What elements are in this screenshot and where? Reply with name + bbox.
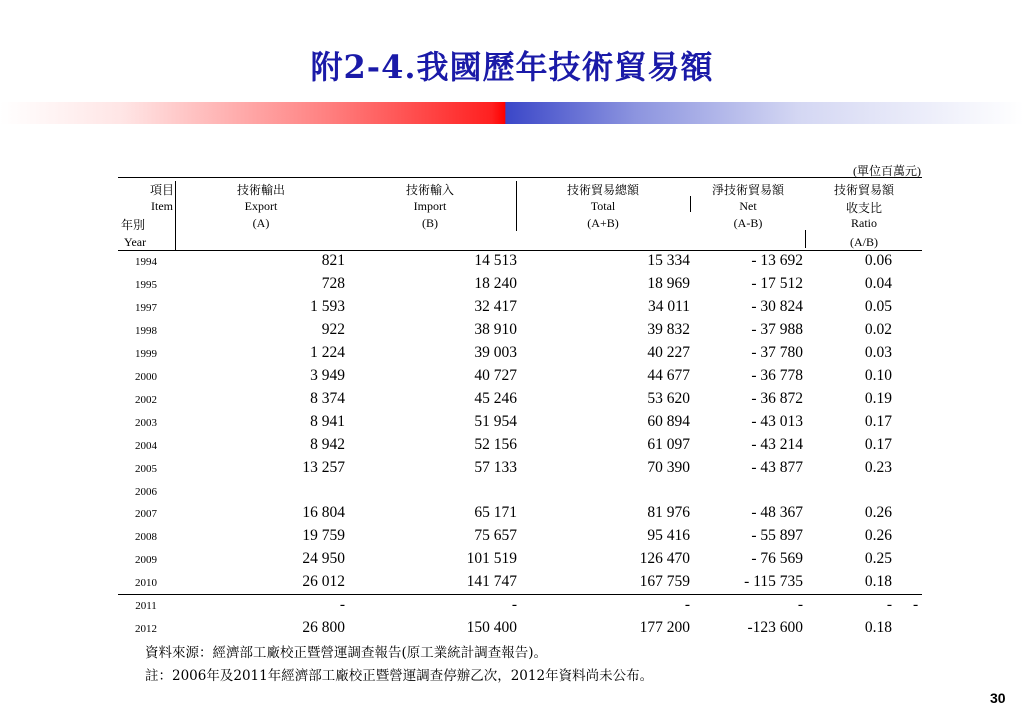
net-cell: - 115 735 <box>744 573 803 590</box>
net-cell: - 30 824 <box>751 298 803 315</box>
header-total-zh: 技術貿易總額 <box>566 183 640 197</box>
decorative-gradient-band <box>0 102 1024 124</box>
header-ratio-divider <box>805 230 806 248</box>
header-year-zh: 年別 <box>121 218 146 232</box>
header-ratio-en: Ratio <box>851 216 877 230</box>
ratio-cell: 0.18 <box>864 619 892 636</box>
year-cell-text: 2000 <box>135 371 157 383</box>
header-import-en: Import <box>413 199 447 213</box>
header-total-divider <box>516 181 517 231</box>
header-net-en: Net <box>739 199 757 213</box>
year-cell-text: 1995 <box>135 279 157 291</box>
ratio-cell: 0.05 <box>864 298 892 315</box>
export-cell: 16 804 <box>302 504 345 521</box>
ratio-cell: 0.17 <box>864 413 892 430</box>
header-total-code: (A+B) <box>587 216 619 230</box>
export-cell: 24 950 <box>302 550 345 567</box>
total-cell: 40 227 <box>647 344 690 361</box>
year-cell-text: 2011 <box>135 600 157 612</box>
net-cell: - 13 692 <box>751 252 803 269</box>
header-ratio-zh2: 收支比 <box>845 201 883 215</box>
extra-cell: - <box>913 596 919 613</box>
total-cell: 177 200 <box>639 619 690 636</box>
net-cell: - 55 897 <box>751 527 803 544</box>
import-cell: 40 727 <box>474 367 517 384</box>
year-cell-text: 1994 <box>135 256 157 268</box>
total-cell: 53 620 <box>647 390 690 407</box>
ratio-cell: 0.02 <box>864 321 892 338</box>
table-row <box>0 390 1024 412</box>
table-row <box>0 413 1024 435</box>
net-cell: - 43 214 <box>751 436 803 453</box>
header-export-code: (A) <box>252 216 270 230</box>
table-row <box>0 504 1024 526</box>
header-item-en: Item <box>151 199 173 213</box>
ratio-cell: 0.23 <box>864 459 892 476</box>
year-cell-text: 2004 <box>135 440 157 452</box>
remark-note: 註：2006年及2011年經濟部工廠校正暨營運調查停辦乙次，2012年資料尚未公布。 <box>145 668 654 684</box>
export-cell: 8 941 <box>310 413 345 430</box>
year-cell-text: 2008 <box>135 531 157 543</box>
import-cell: 101 519 <box>466 550 517 567</box>
export-cell: 13 257 <box>302 459 345 476</box>
year-cell-text: 2007 <box>135 508 157 520</box>
table-top-rule <box>118 177 922 178</box>
export-cell: 821 <box>321 252 345 269</box>
import-cell: - <box>511 596 517 613</box>
unit-label: (單位百萬元) <box>853 164 921 178</box>
import-cell: 14 513 <box>474 252 517 269</box>
export-cell: - <box>339 596 345 613</box>
table-row <box>0 527 1024 549</box>
total-cell: 60 894 <box>647 413 690 430</box>
year-cell-text: 2010 <box>135 577 157 589</box>
header-import-zh: 技術輸入 <box>405 183 455 197</box>
ratio-cell: 0.19 <box>864 390 892 407</box>
page-number: 30 <box>990 690 1006 706</box>
import-cell: 75 657 <box>474 527 517 544</box>
ratio-cell: 0.10 <box>864 367 892 384</box>
source-note: 資料來源：經濟部工廠校正暨營運調查報告(原工業統計調查報告)。 <box>145 645 548 661</box>
ratio-cell: 0.18 <box>864 573 892 590</box>
import-cell: 57 133 <box>474 459 517 476</box>
header-net-divider <box>690 196 691 212</box>
net-cell: - 36 778 <box>751 367 803 384</box>
export-cell: 3 949 <box>310 367 345 384</box>
table-row <box>0 252 1024 274</box>
total-cell: 126 470 <box>639 550 690 567</box>
header-ratio-zh1: 技術貿易額 <box>833 183 895 197</box>
year-cell-text: 2006 <box>135 486 157 498</box>
year-cell-text: 2012 <box>135 623 157 635</box>
total-cell: 18 969 <box>647 275 690 292</box>
ratio-cell: 0.25 <box>864 550 892 567</box>
ratio-cell: 0.17 <box>864 436 892 453</box>
total-cell: 61 097 <box>647 436 690 453</box>
header-total-en: Total <box>590 199 616 213</box>
total-cell: 70 390 <box>647 459 690 476</box>
header-year-en: Year <box>124 235 147 249</box>
header-separator-rule <box>118 250 922 251</box>
ratio-cell: 0.03 <box>864 344 892 361</box>
net-cell: - 43 877 <box>751 459 803 476</box>
total-cell: - <box>684 596 690 613</box>
ratio-cell: 0.04 <box>864 275 892 292</box>
export-cell: 26 800 <box>302 619 345 636</box>
total-cell: 81 976 <box>647 504 690 521</box>
import-cell: 45 246 <box>474 390 517 407</box>
import-cell: 52 156 <box>474 436 517 453</box>
table-row <box>0 436 1024 458</box>
table-row <box>0 619 1024 641</box>
import-cell: 51 954 <box>474 413 517 430</box>
year-cell-text: 1999 <box>135 348 157 360</box>
import-cell: 150 400 <box>466 619 517 636</box>
net-cell: - 48 367 <box>751 504 803 521</box>
table-row <box>0 321 1024 343</box>
header-import-code: (B) <box>422 216 438 230</box>
import-cell: 141 747 <box>466 573 517 590</box>
export-cell: 8 374 <box>310 390 345 407</box>
header-export-zh: 技術輸出 <box>236 183 286 197</box>
year-cell-text: 1998 <box>135 325 157 337</box>
year-cell-text: 2003 <box>135 417 157 429</box>
total-cell: 39 832 <box>647 321 690 338</box>
export-cell: 1 224 <box>310 344 345 361</box>
import-cell: 32 417 <box>474 298 517 315</box>
ratio-cell: - <box>886 596 892 613</box>
export-cell: 1 593 <box>310 298 345 315</box>
net-cell: - 17 512 <box>751 275 803 292</box>
header-item-zh: 項目 <box>150 183 175 197</box>
table-row <box>0 344 1024 366</box>
total-cell: 44 677 <box>647 367 690 384</box>
net-cell: - 43 013 <box>751 413 803 430</box>
export-cell: 26 012 <box>302 573 345 590</box>
ratio-cell: 0.26 <box>864 504 892 521</box>
header-export-en: Export <box>244 199 278 213</box>
year-cell-text: 2009 <box>135 554 157 566</box>
net-cell: - 36 872 <box>751 390 803 407</box>
table-row <box>0 550 1024 572</box>
page-title: 附2-4.我國歷年技術貿易額 <box>310 48 714 86</box>
table-row <box>0 459 1024 481</box>
ratio-cell: 0.06 <box>864 252 892 269</box>
import-cell: 39 003 <box>474 344 517 361</box>
header-item-divider <box>175 181 176 250</box>
export-cell: 8 942 <box>310 436 345 453</box>
total-cell: 15 334 <box>647 252 690 269</box>
total-cell: 95 416 <box>647 527 690 544</box>
export-cell: 728 <box>321 275 345 292</box>
table-row <box>0 596 1024 618</box>
header-ratio-code: (A/B) <box>850 235 878 249</box>
total-cell: 34 011 <box>647 298 690 315</box>
net-cell: -123 600 <box>747 619 803 636</box>
year-cell-text: 2002 <box>135 394 157 406</box>
import-cell: 18 240 <box>474 275 517 292</box>
ratio-cell: 0.26 <box>864 527 892 544</box>
year-cell-text: 1997 <box>135 302 157 314</box>
net-cell: - 76 569 <box>751 550 803 567</box>
header-net-code: (A-B) <box>733 216 763 230</box>
import-cell: 38 910 <box>474 321 517 338</box>
year-cell-text: 2005 <box>135 463 157 475</box>
import-cell: 65 171 <box>474 504 517 521</box>
net-cell: - <box>797 596 803 613</box>
table-row <box>0 482 1024 504</box>
header-net-zh: 淨技術貿易額 <box>711 183 785 197</box>
net-cell: - 37 780 <box>751 344 803 361</box>
export-cell: 19 759 <box>302 527 345 544</box>
total-cell: 167 759 <box>639 573 690 590</box>
table-row <box>0 573 1024 595</box>
export-cell: 922 <box>321 321 345 338</box>
table-row <box>0 367 1024 389</box>
table-row <box>0 298 1024 320</box>
net-cell: - 37 988 <box>751 321 803 338</box>
table-row <box>0 275 1024 297</box>
